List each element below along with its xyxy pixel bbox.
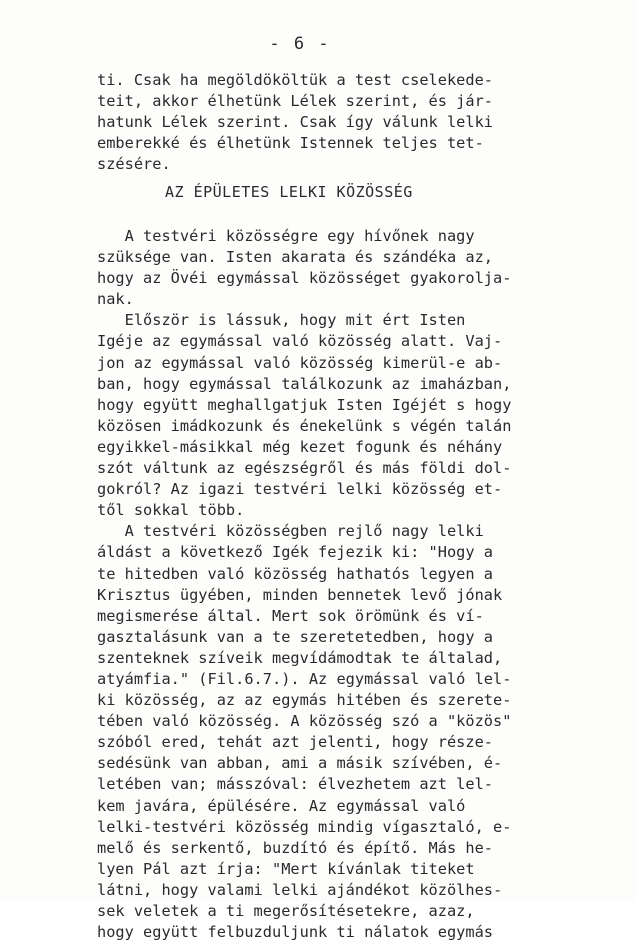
text-line: szót váltunk az egészségről és más földi dol- <box>97 459 512 478</box>
text-line: letében van; másszóval: élvezhetem azt lel- <box>97 775 494 794</box>
text-line: Először is lássuk, hogy mit ért Isten <box>97 311 466 330</box>
text-line: melő és serkentő, buzdító és építő. Más he- <box>97 838 494 857</box>
text-line: te hitedben való közösség hathatós legyen a <box>97 564 494 583</box>
text-line: ban, hogy egymással találkozunk az imaházban, <box>97 374 512 393</box>
text-line: teit, akkor élhetünk Lélek szerint, és jár- <box>97 92 494 111</box>
text-line: Krisztus ügyében, minden bennetek levő jónak <box>97 585 503 604</box>
text-line: hatunk Lélek szerint. Csak így válunk lelki <box>97 113 494 132</box>
text-line: tében való közösség. A közösség szó a "közös" <box>97 712 512 731</box>
text-line: kem javára, épülésére. Az egymással való <box>97 796 466 815</box>
body-text <box>97 226 597 943</box>
text-line: áldást a következő Igék fejezik ki: "Hogy a <box>97 543 494 562</box>
text-line: látni, hogy valami lelki ajándékot közölhes- <box>97 880 503 899</box>
text-line: hogy az Övéi egymással közösséget gyakorolja- <box>97 269 512 288</box>
text-line: Igéje az egymással való közösség alatt. Vaj- <box>97 332 503 351</box>
text-line: ti. Csak ha megöldököltük a test cselekede- <box>97 71 494 89</box>
page-number: - 6 - <box>269 34 331 54</box>
text-line: hogy együtt meghallgatjuk Isten Igéjét s hogy <box>97 395 512 414</box>
text-line: A testvéri közösségben rejlő nagy lelki <box>97 522 484 541</box>
text-line: emberekké és élhetünk Istennek teljes tet- <box>97 134 484 153</box>
text-line: gasztalásunk van a te szeretetedben, hogy a <box>97 627 494 646</box>
text-line: A testvéri közösségre egy hívőnek nagy <box>97 227 475 245</box>
text-line: ki közösség, az az egymás hitében és szerete- <box>97 691 512 710</box>
text-line: egyikkel-másikkal még kezet fogunk és néhány <box>97 437 503 456</box>
text-line: sedésünk van abban, ami a másik szívében, é- <box>97 754 503 773</box>
text-line: szóból ered, tehát azt jelenti, hogy része- <box>97 733 494 752</box>
text-line: gokról? Az igazi testvéri lelki közösség et- <box>97 480 503 499</box>
section-heading: AZ ÉPÜLETES LELKI KÖZÖSSÉG <box>165 183 413 201</box>
text-line: atyámfia." (Fil.6.7.). Az egymással való lel- <box>97 669 512 688</box>
text-line: jon az egymással való közösség kimerül-e ab- <box>97 353 503 372</box>
text-line: nak. <box>97 290 134 309</box>
text-line: hogy együtt felbuzduljunk ti nálatok egymás <box>97 923 494 942</box>
text-line: közösen imádkozunk és énekelünk s végén talán <box>97 416 512 435</box>
text-line: szüksége van. Isten akarata és szándéka az, <box>97 248 494 267</box>
text-line: lelki-testvéri közösség mindig vígasztaló, e- <box>97 817 512 836</box>
text-line: szésére. <box>97 155 171 174</box>
text-line: lyen Pál azt írja: "Mert kívánlak titeket <box>97 859 475 878</box>
text-line: szenteknek szíveik megvídámodtak te általad, <box>97 648 503 667</box>
text-line: sek veletek a ti megerősítésetekre, azaz, <box>97 902 475 920</box>
intro-paragraph <box>97 70 597 175</box>
text-line: megismerése által. Mert sok örömünk és ví- <box>97 606 484 625</box>
text-line: től sokkal több. <box>97 501 245 520</box>
